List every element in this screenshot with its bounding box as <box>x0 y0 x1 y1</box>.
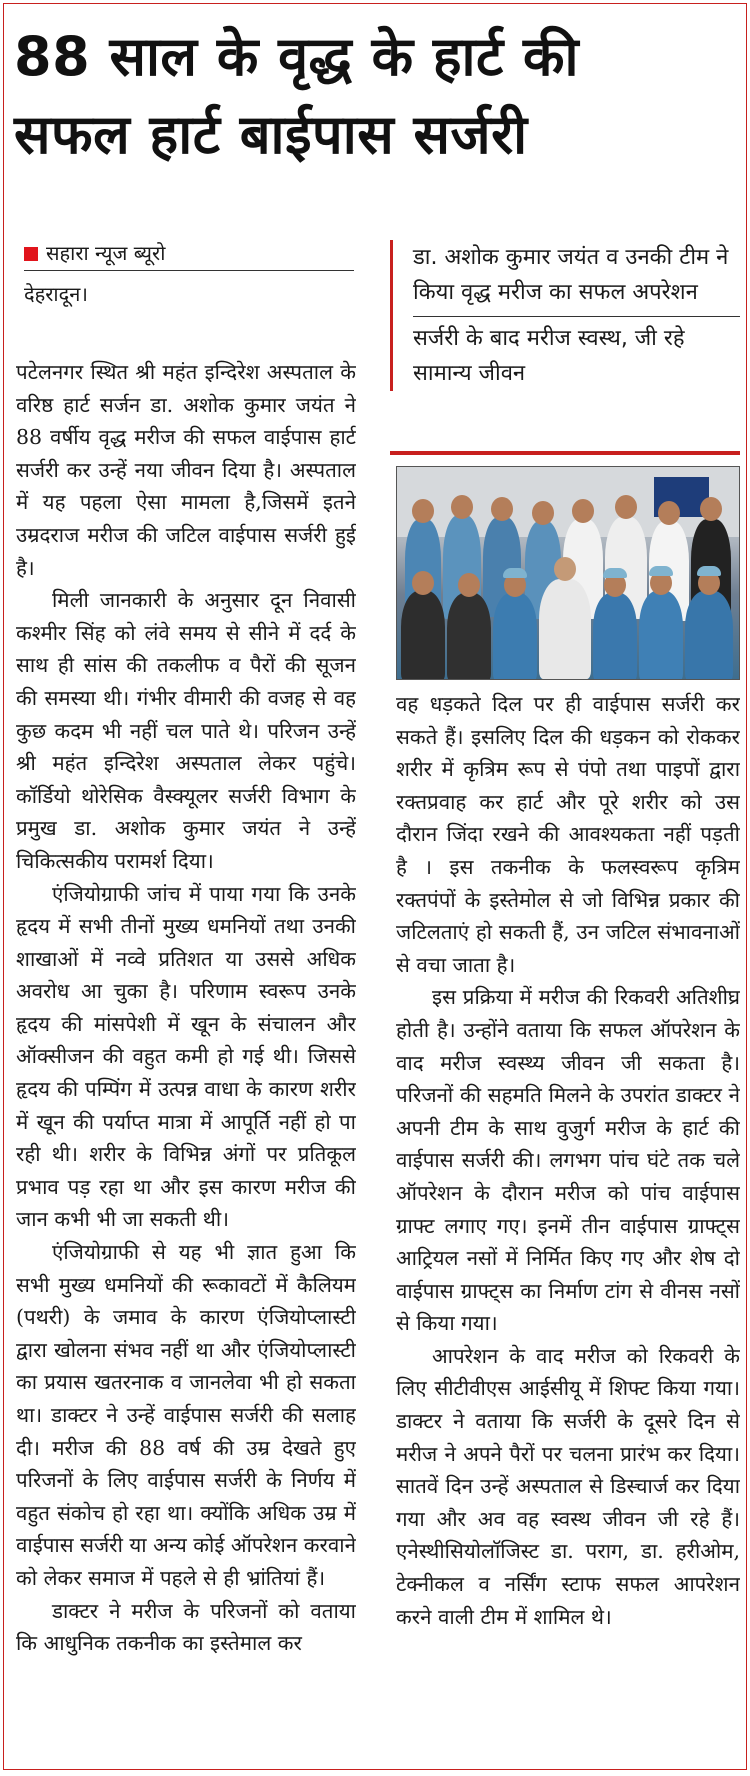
photo-figure-patient <box>539 579 591 679</box>
photo-figure-head <box>554 557 576 581</box>
dateline: देहरादून। <box>24 282 88 306</box>
photo-figure-head <box>572 499 594 523</box>
photo-figure-head <box>700 497 722 521</box>
paragraph: पटेलनगर स्थित श्री महंत इन्दिरेश अस्पताल के वरिष्ठ हार्ट सर्जन डा. अशोक कुमार जयंत ने 88 वर्षीय वृद्ध मरीज की सफल वाईपास हार्ट सर्जरी कर उन्हें नया जीवन दिया है। अस्पताल में यह पहला ऐसा मामला है,जिसमें इतने उम्रदराज मरीज की जटिल वाईपास सर्जरी हुई है। <box>16 360 356 580</box>
bureau-line <box>24 240 354 271</box>
surgical-team-photo <box>396 466 740 680</box>
photo-figure <box>593 593 637 680</box>
pull-quote <box>390 240 740 391</box>
photo-figure-head <box>491 497 513 521</box>
newspaper-clipping <box>3 3 747 1770</box>
headline-line-2: सफल हार्ट बाईपास सर्जरी <box>14 103 528 166</box>
surgical-cap-icon <box>649 566 673 576</box>
paragraph: डाक्टर ने मरीज के परिजनों को वताया कि आधुनिक तकनीक का इस्तेमाल कर <box>16 1598 356 1656</box>
photo-figure <box>493 593 537 680</box>
byline <box>24 240 354 307</box>
photo-figure-head <box>532 501 554 525</box>
headline-line-1: 88 साल के वृद्ध के हार्ट की <box>14 25 579 88</box>
paragraph: वह धड़कते दिल पर ही वाईपास सर्जरी कर सकते हैं। इसलिए दिल की धड़कन को रोककर शरीर में कृत्रिम रूप से पंपो तथा पाइपों द्वारा रक्तप्रवाह कर हार्ट और पूरे शरीर को उस दौरान जिंदा रखने की आवश्यकता नहीं पड़ती है । इस तकनीक के फलस्वरूप कृत्रिम रक्तपंपों के इस्तेमोल से जो विभिन्न प्रकार की जटिलताएं हो सकती हैं, उन जटिल संभावनाओं से वचा जाता है। <box>396 692 740 977</box>
article-column-1 <box>16 356 356 1766</box>
photo-figure-head <box>615 495 637 519</box>
pull-quote-text-2: सर्जरी के बाद मरीज स्वस्थ, जी रहे सामान्य जीवन <box>413 326 685 386</box>
paragraph: एंजियोग्राफी से यह भी ज्ञात हुआ कि सभी मुख्य धमनियों की रूकावटों में कैलियम (पथरी) के जमाव के कारण एंजियोप्लास्टी द्वारा खोलना संभव नहीं था और एंजियोप्लास्टी का प्रयास खतरनाक व जानलेवा भी हो सकता था। डाक्टर ने उन्हें वाईपास सर्जरी की सलाह दी। मरीज की 88 वर्ष की उम्र देखते हुए परिजनों के लिए वाईपास सर्जरी के निर्णय में वहुत संकोच हो रहा था। क्योंकि अधिक उम्र में वाईपास सर्जरी या अन्य कोई ऑपरेशन करवाने को लेकर समाज में पहले से ही भ्रांतियां हैं। <box>16 1240 356 1590</box>
surgical-cap-icon <box>603 568 627 578</box>
photo-figure <box>447 593 491 680</box>
photo-figure-head <box>658 501 680 525</box>
photo-figure-head <box>412 499 434 523</box>
photo-figure-head <box>451 495 473 519</box>
photo-figure <box>639 591 683 680</box>
accent-divider <box>390 451 740 455</box>
paragraph: आपरेशन के वाद मरीज को रिकवरी के लिए सीटीवीएस आईसीयू में शिफ्ट किया गया। डाक्टर ने वताया कि सर्जरी के दूसरे दिन से मरीज ने अपने पैरों पर चलना प्रारंभ कर दिया। सातवें दिन उन्हें अस्पताल से डिस्चार्ज कर दिया गया और अव वह स्वस्थ जीवन जी रहे हैं। एनेस्थीसियोलॉजिस्ट डा. पराग, डा. हरीओम, टेक्नीकल व नर्सिंग स्टाफ सफल आपरेशन करने वाली टीम में शामिल थे। <box>396 1343 740 1629</box>
article-column-2 <box>396 688 740 1768</box>
surgical-cap-icon <box>503 568 527 578</box>
paragraph: मिली जानकारी के अनुसार दून निवासी कश्मीर सिंह को लंवे समय से सीने में दर्द के साथ ही सांस की तकलीफ व पैरों की सूजन की समस्या थी। गंभीर वीमारी की वजह से वह कुछ कदम भी नहीं चल पाते थे। परिजन उन्हें श्री महंत इन्दिरेश अस्पताल लेकर पहुंचे। कॉर्डियो थोरेसिक वैस्क्यूलर सर्जरी विभाग के प्रमुख डा. अशोक कुमार जयंत ने उन्हें चिकित्सकीय परामर्श दिया। <box>16 588 356 873</box>
paragraph: एंजियोग्राफी जांच में पाया गया कि उनके हृदय में सभी तीनों मुख्य धमनियों तथा उनकी शाखाओं में नव्वे प्रतिशत या उससे अधिक अवरोध आ चुका है। परिणाम स्वरूप उनके हृदय की मांसपेशी में खून के संचालन और ऑक्सीजन की वहुत कमी हो गई थी। जिससे हृदय की पम्पिंग में उत्पन्न वाधा के कारण शरीर में खून की पर्याप्त मात्रा में आपूर्ति नहीं हो पा रही थी। शरीर के विभिन्न अंगों पर प्रतिकूल प्रभाव पड़ रहा था और इस कारण मरीज की जान कभी भी जा सकती थी। <box>16 881 356 1232</box>
photo-figure <box>685 591 733 680</box>
headline <box>14 18 739 174</box>
surgical-cap-icon <box>697 566 721 576</box>
bureau-name: सहारा न्यूज ब्यूरो <box>46 241 166 265</box>
photo-figure <box>401 591 445 680</box>
paragraph: इस प्रक्रिया में मरीज की रिकवरी अतिशीघ्र होती है। उन्होंने वताया कि सफल ऑपरेशन के वाद मरीज स्वस्थ्य जीवन जी सकता है। परिजनों की सहमति मिलने के उपरांत डाक्टर ने अपनी टीम के साथ वुजुर्ग मरीज के हार्ट की वाईपास सर्जरी की। लगभग पांच घंटे तक चले ऑपरेशन के दौरान मरीज को पांच वाईपास ग्राफ्ट लगाए गए। इनमें तीन वाईपास ग्राफ्ट्स आट्रियल नसों में निर्मित किए गए और शेष दो वाईपास ग्राफ्ट्स का निर्माण टांग से वीनस नसों से किया गया। <box>396 985 740 1336</box>
red-square-bullet-icon <box>24 247 38 261</box>
photo-figure-head <box>458 573 480 597</box>
pull-quote-text-1: डा. अशोक कुमार जयंत व उनकी टीम ने किया वृद्ध मरीज का सफल अपरेशन <box>413 240 740 317</box>
photo-figure-head <box>412 571 434 595</box>
